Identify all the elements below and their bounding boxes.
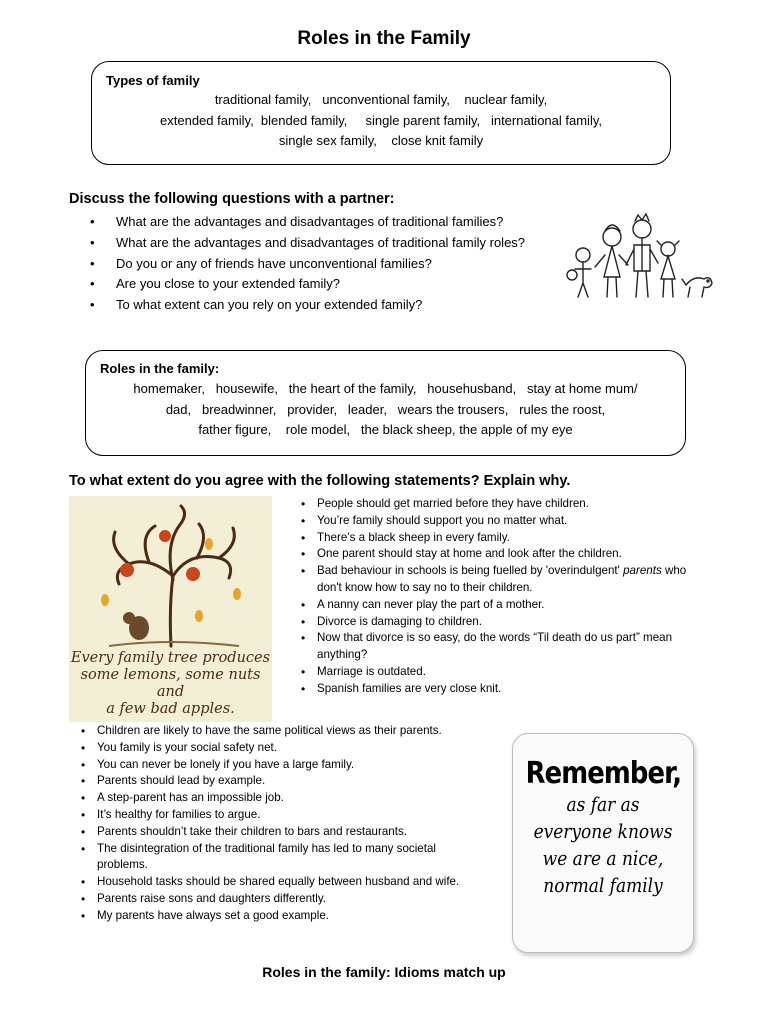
list-item: • One parent should stay at home and look after the children. xyxy=(298,546,696,563)
idioms-heading: Roles in the family: Idioms match up xyxy=(262,964,506,980)
statement-text: who don't know how to say no to their children. xyxy=(317,564,687,594)
list-item: • What are the advantages and disadvantages of traditional family roles? xyxy=(70,233,525,254)
list-item: • A step-parent has an impossible job. xyxy=(78,790,488,807)
list-item: • Household tasks should be shared equally between husband and wife. xyxy=(78,874,488,891)
list-item: • Children are likely to have the same political views as their parents. xyxy=(78,723,488,740)
remember-line: as far as xyxy=(566,792,640,816)
remember-line: normal family xyxy=(543,873,663,897)
discuss-question-list xyxy=(70,212,525,316)
roles-in-family-box xyxy=(85,350,686,456)
types-line: traditional family, unconventional family, nuclear family, xyxy=(214,92,548,107)
list-item: • The disintegration of the traditional family has led to many societal problems. xyxy=(78,841,488,875)
types-of-family-box xyxy=(91,61,671,165)
list-item: • Parents should lead by example. xyxy=(78,773,488,790)
roles-line: dad, breadwinner, provider, leader, wears the trousers, rules the roost, xyxy=(165,401,606,417)
list-item: • You can never be lonely if you have a large family. xyxy=(78,757,488,774)
remember-line: everyone knows xyxy=(533,819,673,843)
list-item: • My parents have always set a good example. xyxy=(78,908,488,925)
discuss-heading: Discuss the following questions with a partner: xyxy=(69,191,395,207)
list-item: • People should get married before they have children. xyxy=(298,496,696,513)
list-item: • Now that divorce is so easy, do the words “Til death do us part” mean anything? xyxy=(298,630,696,664)
remember-line: we are a nice, xyxy=(542,846,664,870)
types-line: single sex family, close knit family xyxy=(278,133,484,148)
list-item: • Do you or any of friends have unconventional families? xyxy=(70,254,525,275)
family-drawing-image xyxy=(560,205,720,305)
statements-left-list xyxy=(78,723,488,925)
statements-heading: To what extent do you agree with the following statements? Explain why. xyxy=(69,473,571,489)
list-item: • Parents raise sons and daughters differently. xyxy=(78,891,488,908)
statement-italic-text: parents xyxy=(623,564,662,578)
roles-line: father figure, role model, the black sheep, the apple of my eye xyxy=(198,422,573,437)
statements-right-list xyxy=(298,496,696,698)
tree-caption-line: a few bad apples. xyxy=(106,701,235,717)
remember-quote-image xyxy=(512,733,694,953)
list-item xyxy=(298,563,696,597)
list-item: • You family is your social safety net. xyxy=(78,740,488,757)
list-item: • What are the advantages and disadvantages of traditional families? xyxy=(70,212,525,233)
list-item: • Spanish families are very close knit. xyxy=(298,681,696,698)
page-title: Roles in the Family xyxy=(297,28,471,49)
list-item: • It’s healthy for families to argue. xyxy=(78,807,488,824)
list-item: • You’re family should support you no matter what. xyxy=(298,513,696,530)
tree-caption-line: some lemons, some nuts and xyxy=(80,667,261,700)
roles-line: homemaker, housewife, the heart of the family, househusband, stay at home mum/ xyxy=(133,381,638,396)
tree-icon xyxy=(69,496,272,656)
types-line: extended family, blended family, single parent family, international family, xyxy=(160,112,602,128)
family-tree-image xyxy=(69,496,272,722)
list-item: • Divorce is damaging to children. xyxy=(298,614,696,631)
tree-caption-line: Every family tree produces xyxy=(70,650,271,666)
list-item: • Are you close to your extended family? xyxy=(70,274,525,295)
roles-heading: Roles in the family: xyxy=(100,361,220,376)
types-of-family-heading: Types of family xyxy=(106,73,200,88)
remember-title: Remember, xyxy=(525,756,682,791)
list-item: • Marriage is outdated. xyxy=(298,664,696,681)
list-item: • There’s a black sheep in every family. xyxy=(298,530,696,547)
list-item: • To what extent can you rely on your extended family? xyxy=(70,295,525,316)
list-item: • A nanny can never play the part of a mother. xyxy=(298,597,696,614)
statement-text: Bad behaviour in schools is being fuelled by 'overindulgent' xyxy=(317,564,624,578)
list-item: • Parents shouldn’t take their children to bars and restaurants. xyxy=(78,824,488,841)
